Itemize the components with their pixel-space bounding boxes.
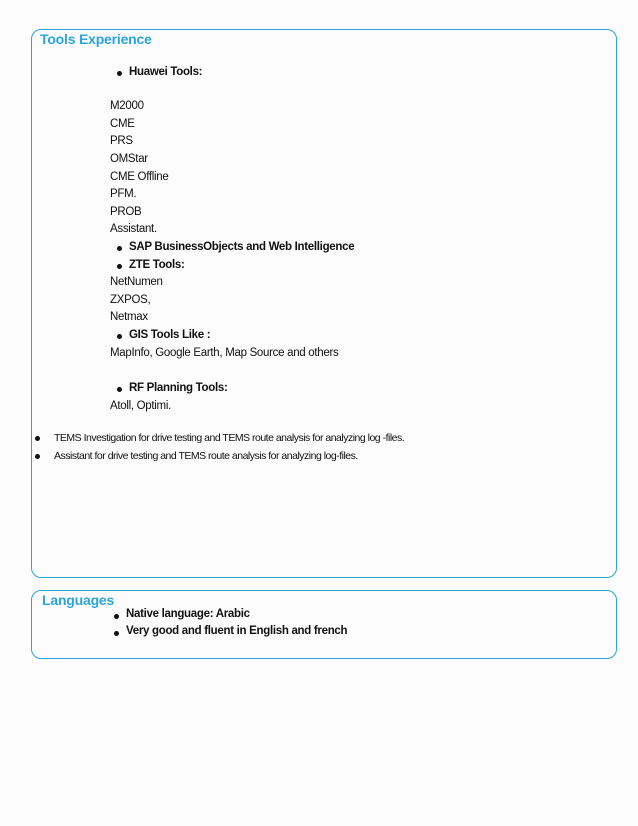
bullet-icon xyxy=(35,436,40,441)
bullet-icon xyxy=(117,334,122,339)
tems-item: Assistant for drive testing and TEMS route analysis for analyzing log-files. xyxy=(54,450,358,462)
language-item: Native language: Arabic xyxy=(126,608,250,620)
tools-experience-section xyxy=(31,29,617,578)
zte-tool-item: NetNumen xyxy=(110,276,163,288)
huawei-tool-item: CME xyxy=(110,118,135,130)
languages-section xyxy=(31,590,617,659)
bullet-icon xyxy=(117,71,122,76)
language-item: Very good and fluent in English and french xyxy=(126,625,348,637)
huawei-tool-item: M2000 xyxy=(110,100,144,112)
huawei-tool-item: PRS xyxy=(110,135,133,147)
huawei-tool-item: OMStar xyxy=(110,153,148,165)
huawei-tool-item: Assistant. xyxy=(110,223,157,235)
huawei-tool-item: CME Offline xyxy=(110,171,169,183)
sap-businessobjects-label: SAP BusinessObjects and Web Intelligence xyxy=(129,241,355,253)
tems-item: TEMS Investigation for drive testing and TEMS route analysis for analyzing log -files. xyxy=(54,432,405,444)
zte-tool-item: Netmax xyxy=(110,311,148,323)
rf-planning-tools-label: RF Planning Tools: xyxy=(129,382,228,394)
huawei-tool-item: PFM. xyxy=(110,188,137,200)
rf-planning-tool-item: Atoll, Optimi. xyxy=(110,400,171,412)
languages-heading: Languages xyxy=(42,592,115,608)
bullet-icon xyxy=(117,264,122,269)
bullet-icon xyxy=(114,614,119,619)
bullet-icon xyxy=(114,631,119,636)
huawei-tool-item: PROB xyxy=(110,206,142,218)
bullet-icon xyxy=(117,387,122,392)
bullet-icon xyxy=(117,246,122,251)
zte-tools-label: ZTE Tools: xyxy=(129,259,185,271)
tools-experience-heading: Tools Experience xyxy=(40,31,152,47)
bullet-icon xyxy=(35,454,40,459)
huawei-tools-label: Huawei Tools: xyxy=(129,66,203,78)
gis-tools-label: GIS Tools Like : xyxy=(129,329,211,341)
zte-tool-item: ZXPOS, xyxy=(110,294,151,306)
gis-tool-item: MapInfo, Google Earth, Map Source and others xyxy=(110,347,339,359)
